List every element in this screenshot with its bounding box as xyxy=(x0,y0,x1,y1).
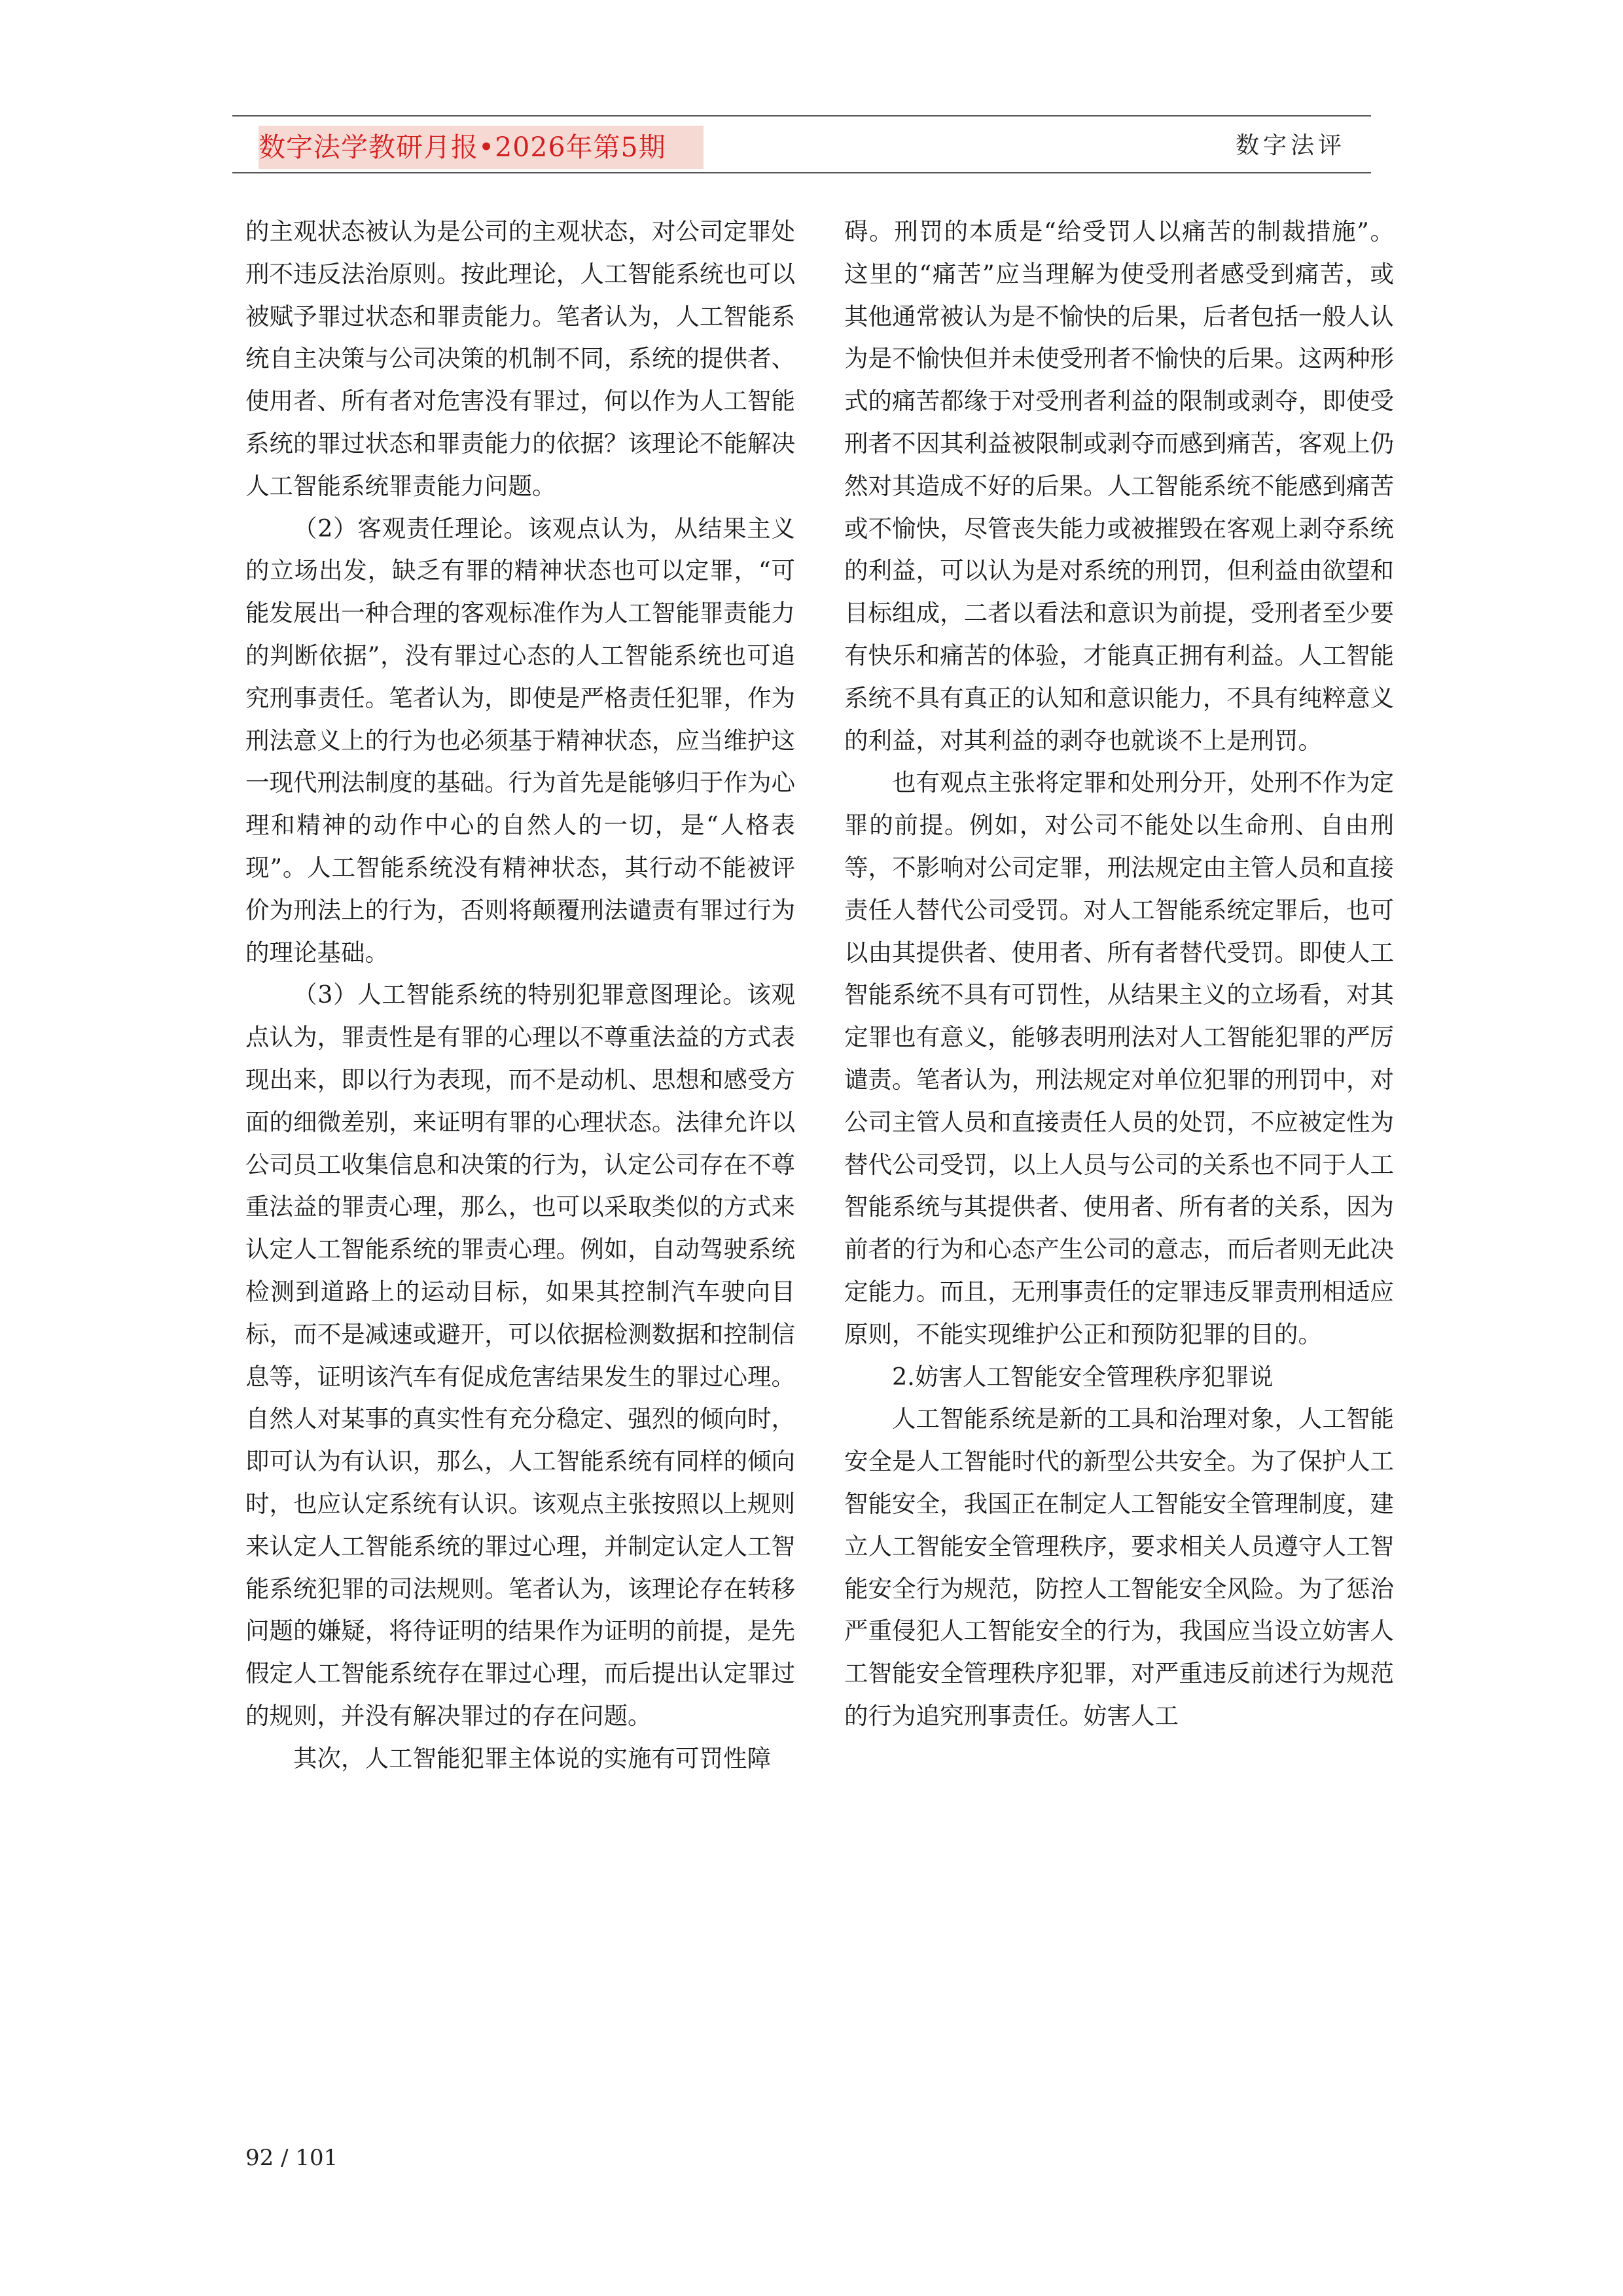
section-heading: 2.妨害人工智能安全管理秩序犯罪说 xyxy=(892,1362,1274,1391)
paragraph: 人工智能系统是新的工具和治理对象，人工智能安全是人工智能时代的新型公共安全。为了保护人工智能安全，我国正在制定人工智能安全管理制度，建立人工智能安全管理秩序，要求相关人员遵守人工智能安全行为规范，防控人工智能安全风险。为了惩治严重侵犯人工智能安全的行为，我国应当设立妨害人工智能安全管理秩序犯罪，对严重违反前述行为规范的行为追究刑事责任。妨害人工 xyxy=(844,1405,1394,1730)
header-top-rule xyxy=(232,115,1371,117)
header-bottom-rule xyxy=(232,172,1371,173)
text-column-left xyxy=(245,211,795,1780)
journal-section-name: 数字法评 xyxy=(1236,132,1346,159)
page-number: 92 / 101 xyxy=(245,2145,338,2171)
journal-title-banner: 数字法学教研月报•2026年第5期 xyxy=(259,126,704,169)
paragraph: （3）人工智能系统的特别犯罪意图理论。该观点认为，罪责性是有罪的心理以不尊重法益的方式表现出来，即以行为表现，而不是动机、思想和感受方面的细微差别，来证明有罪的心理状态。法律允许以公司员工收集信息和决策的行为，认定公司存在不尊重法益的罪责心理，那么，也可以采取类似的方式来认定人工智能系统的罪责心理。例如，自动驾驶系统检测到道路上的运动目标，如果其控制汽车驶向目标，而不是减速或避开，可以依据检测数据和控制信息等，证明该汽车有促成危害结果发生的罪过心理。自然人对某事的真实性有充分稳定、强烈的倾向时，即可认为有认识，那么，人工智能系统有同样的倾向时，也应认定系统有认识。该观点主张按照以上规则来认定人工智能系统的罪过心理，并制定认定人工智能系统犯罪的司法规则。笔者认为，该理论存在转移问题的嫌疑，将待证明的结果作为证明的前提，是先假定人工智能系统存在罪过心理，而后提出认定罪过的规则，并没有解决罪过的存在问题。 xyxy=(245,980,795,1730)
paragraph: 其次，人工智能犯罪主体说的实施有可罚性障 xyxy=(293,1744,771,1772)
paragraph: 碍。刑罚的本质是“给受罚人以痛苦的制裁措施”。这里的“痛苦”应当理解为使受刑者感受到痛苦，或其他通常被认为是不愉快的后果，后者包括一般人认为是不愉快但并未使受刑者不愉快的后果。这两种形式的痛苦都缘于对受刑者利益的限制或剥夺，即使受刑者不因其利益被限制或剥夺而感到痛苦，客观上仍然对其造成不好的后果。人工智能系统不能感到痛苦或不愉快，尽管丧失能力或被摧毁在客观上剥夺系统的利益，可以认为是对系统的刑罚，但利益由欲望和目标组成，二者以看法和意识为前提，受刑者至少要有快乐和痛苦的体验，才能真正拥有利益。人工智能系统不具有真正的认知和意识能力，不具有纯粹意义的利益，对其利益的剥夺也就谈不上是刑罚。 xyxy=(844,217,1394,755)
text-column-right xyxy=(844,211,1394,1738)
paragraph: （2）客观责任理论。该观点认为，从结果主义的立场出发，缺乏有罪的精神状态也可以定罪，“可能发展出一种合理的客观标准作为人工智能罪责能力的判断依据”，没有罪过心态的人工智能系统也可追究刑事责任。笔者认为，即使是严格责任犯罪，作为刑法意义上的行为也必须基于精神状态，应当维护这一现代刑法制度的基础。行为首先是能够归于作为心理和精神的动作中心的自然人的一切，是“人格表现”。人工智能系统没有精神状态，其行动不能被评价为刑法上的行为，否则将颠覆刑法谴责有罪过行为的理论基础。 xyxy=(245,514,795,967)
paragraph: 的主观状态被认为是公司的主观状态，对公司定罪处刑不违反法治原则。按此理论，人工智能系统也可以被赋予罪过状态和罪责能力。笔者认为，人工智能系统自主决策与公司决策的机制不同，系统的提供者、使用者、所有者对危害没有罪过，何以作为人工智能系统的罪过状态和罪责能力的依据？该理论不能解决人工智能系统罪责能力问题。 xyxy=(245,217,795,500)
paragraph: 也有观点主张将定罪和处刑分开，处刑不作为定罪的前提。例如，对公司不能处以生命刑、自由刑等，不影响对公司定罪，刑法规定由主管人员和直接责任人替代公司受罚。对人工智能系统定罪后，也可以由其提供者、使用者、所有者替代受罚。即使人工智能系统不具有可罚性，从结果主义的立场看，对其定罪也有意义，能够表明刑法对人工智能犯罪的严厉谴责。笔者认为，刑法规定对单位犯罪的刑罚中，对公司主管人员和直接责任人员的处罚，不应被定性为替代公司受罚，以上人员与公司的关系也不同于人工智能系统与其提供者、使用者、所有者的关系，因为前者的行为和心态产生公司的意志，而后者则无此决定能力。而且，无刑事责任的定罪违反罪责刑相适应原则，不能实现维护公正和预防犯罪的目的。 xyxy=(844,768,1394,1348)
